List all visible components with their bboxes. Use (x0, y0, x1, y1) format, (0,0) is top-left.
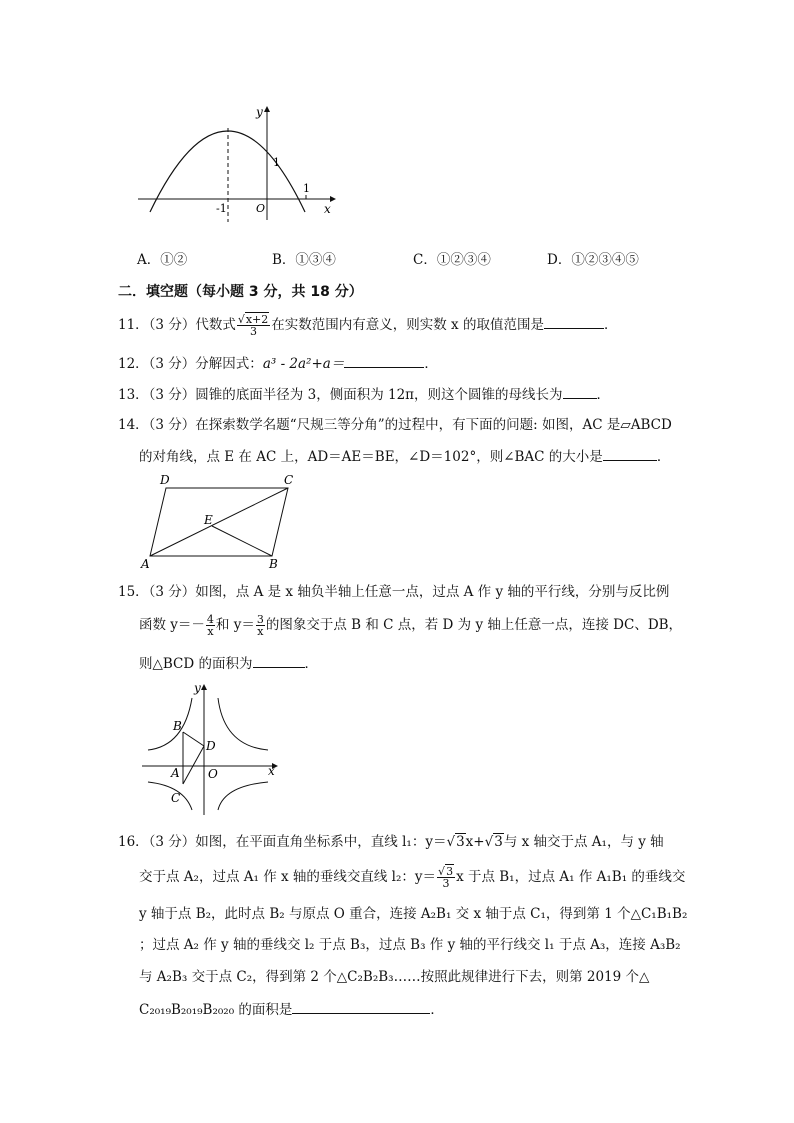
label-o: O (208, 767, 218, 781)
question-14-line2: 的对角线，点 E 在 AC 上，AD＝AE＝BE，∠D＝102°，则∠BAC 的大小是 ． (139, 446, 670, 467)
question-13: 13．（3 分）圆锥的底面半径为 3，侧面积为 12π，则这个圆锥的母线长为 ． (118, 384, 610, 405)
question-16-line6: C₂₀₁₉B₂₀₁₉B₂₀₂₀ 的面积是 ． (139, 999, 444, 1020)
option-c[interactable]: C．①②③④ (413, 252, 491, 268)
y-label: y (256, 105, 263, 119)
segment-dc (183, 746, 204, 784)
q16-answer-blank[interactable] (292, 999, 430, 1014)
x-label: x (268, 764, 275, 778)
hyperbola-q3 (148, 782, 192, 810)
option-d[interactable]: D．①②③④⑤ (547, 252, 639, 268)
hyperbola-q4 (218, 782, 268, 810)
label-c: C (171, 791, 181, 805)
question-16-line5: 与 A₂B₃ 交于点 C₂，得到第 2 个△C₂B₂B₃……按照此规律进行下去，则第 2019 个△ (139, 969, 650, 985)
q13-answer-blank[interactable] (563, 384, 597, 399)
parabola-figure (130, 100, 340, 225)
label-d: D (160, 473, 170, 487)
y-label: y (194, 681, 201, 695)
x-label: x (324, 202, 331, 216)
question-15-line2: 函数 y＝－ $\frac{4}{x}$ 和 y＝ $\frac{3}{x}$ 的图象交于点 B 和 C 点，若 D 为 y 轴上任意一点，连接 DC、DB， (139, 613, 683, 638)
q12-answer-blank[interactable] (344, 353, 424, 368)
x-arrow (330, 196, 336, 202)
one-x-label: 1 (303, 182, 310, 195)
parallelogram-figure (138, 472, 308, 572)
label-b: B (269, 557, 278, 571)
question-15-line1: 15．（3 分）如图，点 A 是 x 轴负半轴上任意一点，过点 A 作 y 轴的平行线，分别与反比例 (118, 584, 670, 600)
question-12: 12．（3 分）分解因式：a³ - 2a²+a＝ ． (118, 353, 438, 374)
q15-answer-blank[interactable] (253, 653, 305, 668)
option-a[interactable]: A．①② (137, 252, 188, 268)
q11-fraction: $\frac{√x+2}{3}$ (237, 313, 269, 338)
label-a: A (141, 557, 150, 571)
label-a: A (171, 766, 180, 780)
segment-db (183, 732, 204, 746)
label-b: B (173, 719, 182, 733)
segment-be (212, 526, 272, 556)
diagonal-ac (150, 488, 288, 556)
question-16-line2: 交于点 A₂，过点 A₁ 作 x 轴的垂线交直线 l₂：y＝ $\frac{√3}{3}$ x 于点 B₁，过点 A₁ 作 A₁B₁ 的垂线交 (139, 865, 686, 890)
label-e: E (204, 513, 213, 527)
question-14-line1: 14．（3 分）在探索数学名题“尺规三等分角”的过程中，有下面的问题: 如图，AC 是▱ABCD (118, 417, 672, 433)
origin-label: O (256, 202, 266, 215)
question-15-line3: 则△BCD 的面积为 ． (139, 653, 318, 674)
hyperbola-q2 (148, 698, 192, 750)
one-y-label: 1 (273, 156, 280, 169)
question-16-line3: y 轴于点 B₂，此时点 B₂ 与原点 O 重合，连接 A₂B₁ 交 x 轴于点 C₁，得到第 1 个△C₁B₁B₂ (139, 906, 688, 922)
q11-answer-blank[interactable] (544, 314, 604, 329)
question-16-line4: ；过点 A₂ 作 y 轴的垂线交 l₂ 于点 B₃，过点 B₃ 作 y 轴的平行线交 l₁ 于点 A₃，连接 A₃B₂ (139, 937, 681, 953)
hyperbola-figure (138, 680, 288, 820)
label-c: C (284, 473, 294, 487)
y-arrow (201, 684, 207, 690)
label-d: D (206, 739, 216, 753)
section-heading: 二．填空题（每小题 3 分，共 18 分） (118, 284, 363, 300)
question-16-line1: 16．（3 分）如图，在平面直角坐标系中，直线 l₁：y＝√3x+√3与 x 轴交于点 A₁，与 y 轴 (118, 834, 664, 850)
neg1-label: -1 (216, 202, 227, 215)
question-11: 11．（3 分）代数式 $\frac{√x+2}{3}$ 在实数范围内有意义，则实数 x 的取值范围是 ． (118, 313, 618, 338)
option-b[interactable]: B．①③④ (272, 252, 336, 268)
hyperbola-q1 (218, 698, 268, 750)
q14-answer-blank[interactable] (603, 446, 657, 461)
y-arrow (264, 106, 270, 112)
